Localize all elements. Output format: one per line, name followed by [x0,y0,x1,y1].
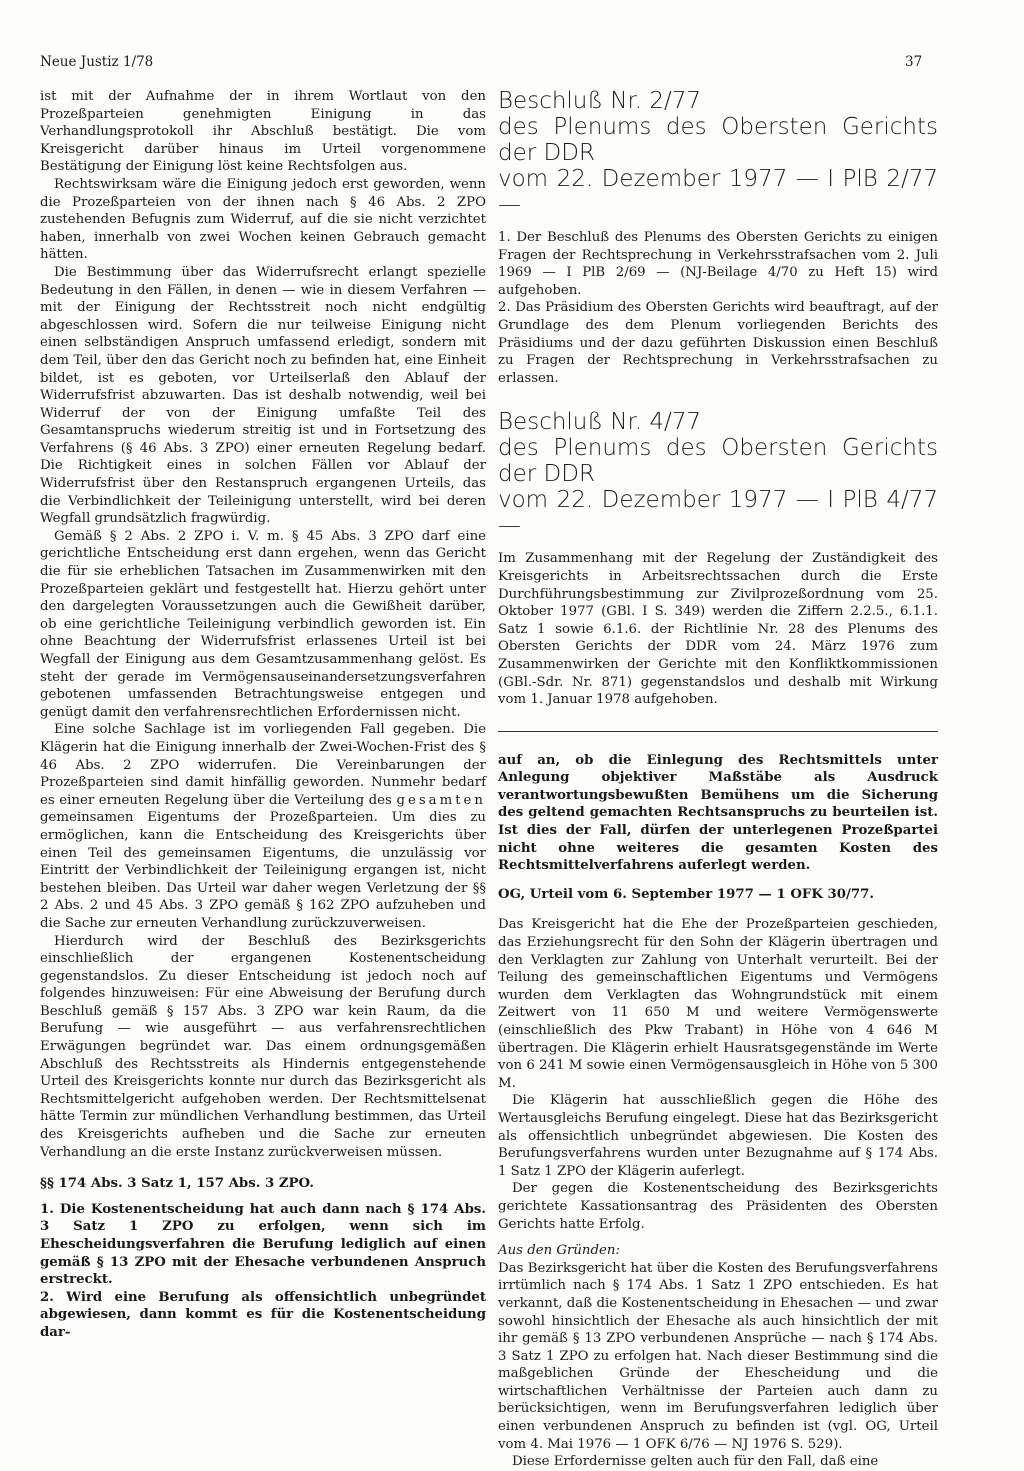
paragraph: Hierdurch wird der Beschluß des Bezirksgerichts einschließlich der ergangenen Kostenentscheidung gegenstandslos. Zu dieser Entscheidung ist jedoch noch auf folgendes hinzuweisen: Für eine Abweisung der Berufung durch Beschluß gemäß § 157 Abs. 3 ZPO war kein Raum, da die Berufung — wie ausgeführt — aus verfahrensrechtlichen Erwägungen begründet war. Das einem ordnungsgemäßen Abschluß des Rechtsstreits als Hindernis entgegenstehende Urteil des Kreisgerichts konnte nur durch das Bezirksgericht als Rechtsmittelgericht aufgehoben werden. Der Rechtsmittelsenat hätte Termin zur mündlichen Verhandlung bestimmen, das Urteil des Kreisgerichts aufheben und die Sache zur erneuten Verhandlung an die erste Instanz zurückverweisen müssen. [40,933,486,1160]
paragraph: Diese Erfordernisse gelten auch für den Fall, daß eine [512,1454,879,1470]
section-divider [498,731,938,732]
decision-title-line: vom 22. Dezember 1977 — I PlB 4/77 — [498,487,938,540]
decision-title-line: Beschluß Nr. 2/77 [498,88,702,114]
decision-title-line: vom 22. Dezember 1977 — I PlB 2/77 — [498,166,938,218]
paragraph: Das Bezirksgericht hat über die Kosten des Berufungsverfahrens irrtümlich nach § 174 Abs. 1 Satz 1 ZPO entschieden. Es hat verkannt, daß die Kostenentscheidung in Ehesachen — und zwar sowohl hinsichtlich der Ehesache als auch hinsichtlich der mit ihr gemäß § 13 ZPO verbundenen Ansprüche — nach § 174 Abs. 3 Satz 1 ZPO zu erfolgen hat. Nach dieser Bestimmung sind die maßgeblichen Gründe der Ehescheidung und die wirtschaftlichen Verhältnisse der Parteien auch dann zu berücksichtigen, wenn im Berufungsverfahren lediglich über einen verbundenen Anspruch zu befinden ist (vgl. OG, Urteil vom 4. Mai 1976 — 1 OFK 6/76 — NJ 1976 S. 529). [498,1260,938,1452]
decision-item: 1. Der Beschluß des Plenums des Obersten Gerichts zu einigen Fragen der Rechtsprechung in Verkehrsstrafsachen vom 2. Juli 1969 — I PlB 2/69 — (NJ-Beilage 4/70 zu Heft 15) wird aufgehoben. [498,230,938,298]
running-header-journal: Neue Justiz 1/78 [40,54,154,70]
paragraph [40,721,486,932]
paragraph: Der gegen die Kostenentscheidung des Bezirksgerichts gerichtete Kassationsantrag des Präsidenten des Obersten Gerichts hatte Erfolg. [498,1181,938,1232]
headnote: 2. Wird eine Berufung als offensichtlich unbegründet abgewiesen, dann kommt es für die Kostenentscheidung dar- [40,1289,486,1340]
decision-title-line: des Plenums des Obersten Gerichts der DDR [498,435,938,488]
statute-heading: §§ 174 Abs. 3 Satz 1, 157 Abs. 3 ZPO. [40,1176,314,1192]
emphasized-word: gesamten [396,792,486,808]
decision-item: 2. Das Präsidium des Obersten Gerichts wird beauftragt, auf der Grundlage des dem Plenum vorliegenden Berichts des Präsidiums und der dazu geführten Diskussion einen Beschluß zu Fragen der Rechtsprechung in Verkehrsstrafsachen zu erlassen. [498,300,938,386]
paragraph: Gemäß § 2 Abs. 2 ZPO i. V. m. § 45 Abs. 3 ZPO darf eine gerichtliche Entscheidung erst dann ergehen, wenn das Gericht die für sie erheblichen Tatsachen im Zusammenwirken mit den Prozeßparteien geklärt und festgestellt hat. Hierzu gehört unter den dargelegten Voraussetzungen auch die Gewißheit darüber, ob eine gerichtliche Teileinigung verbindlich geworden ist. Ein ohne Beachtung der Widerrufsfrist erlassenes Urteil ist bei Wegfall der Einigung aus dem Gesamtzusammenhang gelöst. Es steht der gerade im Vermögensauseinandersetzungsverfahren gebotenen umfassenden Betrachtungsweise entgegen und genügt damit den verfahrensrechtlichen Erfordernissen nicht. [40,528,486,720]
decision-title-line: Beschluß Nr. 4/77 [498,409,702,436]
paragraph-text: gemeinsamen Eigentums der Prozeßparteien. Um dies zu ermöglichen, kann die Entscheidung des Kreisgerichts über einen Teil des gemeinsamen Eigentums, die unzulässig vor Eintritt der Verbindlichkeit der Teileinigung ergangen ist, nicht bestehen bleiben. Das Urteil war daher wegen Verletzung der §§ 2 Abs. 2 und 45 Abs. 3 ZPO gemäß § 162 ZPO aufzuheben und die Sache zur erneuten Verhandlung zurückzuverweisen. [40,810,486,931]
decision-title [498,409,938,539]
decision-body: Im Zusammenhang mit der Regelung der Zuständigkeit des Kreisgerichts in Arbeitsrechtssachen durch die Erste Durchführungsbestimmung zur Zivilprozeßordnung vom 25. Oktober 1977 (GBl. I S. 349) werden die Ziffern 2.2.5., 6.1.1. Satz 1 sowie 6.1.6. der Richtlinie Nr. 28 des Plenums des Obersten Gerichts der DDR vom 24. März 1976 zum Zusammenwirken der Gerichte mit den Konfliktkommissionen (GBl.-Sdr. Nr. 871) gegenstandslos und deshalb mit Wirkung vom 1. Januar 1978 aufgehoben. [498,551,938,708]
paragraph: Die Klägerin hat ausschließlich gegen die Höhe des Wertausgleichs Berufung eingelegt. Diese hat das Bezirksgericht als offensichtlich unbegründet abgewiesen. Die Kosten des Berufungsverfahrens wurden unter Bezugnahme auf § 174 Abs. 1 Satz 1 ZPO der Klägerin auferlegt. [498,1093,938,1179]
paragraph: Die Bestimmung über das Widerrufsrecht erlangt spezielle Bedeutung in den Fällen, in denen — wie in diesem Verfahren — mit der Einigung der Rechtsstreit noch nicht endgültig abgeschlossen wird. Sofern die nur teilweise Einigung nicht einen selbständigen Anspruch umfassend erledigt, sondern mit dem Teil, über den das Gericht noch zu befinden hat, eine Einheit bildet, ist es geboten, vor Urteilserlaß den Ablauf der Widerrufsfrist abzuwarten. Das ist deshalb notwendig, weil bei Widerruf der von der Einigung umfaßte Teil des Gesamtanspruchs wiederum streitig ist und in Fortsetzung des Verfahrens (§ 46 Abs. 3 ZPO) einer erneuten Regelung bedarf. Die Richtigkeit eines in solchen Fällen vor Ablauf der Widerrufsfrist über den Restanspruch ergangenen Urteils, das die Verbindlichkeit der Teileinigung unterstellt, wird bei deren Wegfall grundsätzlich fragwürdig. [40,264,486,527]
headnote: 1. Die Kostenentscheidung hat auch dann nach § 174 Abs. 3 Satz 1 ZPO zu erfolgen, wenn sich im Ehescheidungsverfahren die Berufung lediglich auf einen gemäß § 13 ZPO mit der Ehesache verbundenen Anspruch erstreckt. [40,1201,486,1288]
right-column [498,88,938,1471]
headnote-continuation: auf an, ob die Einlegung des Rechtsmittels unter Anlegung objektiver Maßstäbe als Ausdruck verantwortungsbewußten Bemühens um die Sicherung des geltend gemachten Rechtsanspruchs zu beurteilen ist. Ist dies der Fall, dürfen der unterlegenen Prozeßpartei nicht ohne weiteres die gesamten Kosten des Rechtsmittelverfahrens auferlegt werden. [498,752,938,874]
paragraph: Das Kreisgericht hat die Ehe der Prozeßparteien geschieden, das Erziehungsrecht für den Sohn der Klägerin übertragen und den Verklagten zur Zahlung von Unterhalt verurteilt. Bei der Teilung des gemeinschaftlichen Eigentums und Vermögens wurden dem Verklagten das Wohngrundstück mit einem Zeitwert von 11 650 M und weitere Vermögenswerte (einschließlich des Pkw Trabant) in Höhe von 4 646 M übertragen. Die Klägerin erhielt Hausratsgegenstände im Werte von 6 241 M sowie einen Vermögensausgleich in Höhe von 5 300 M. [498,917,938,1091]
reasons-heading: Aus den Gründen: [498,1243,620,1259]
court-citation: OG, Urteil vom 6. September 1977 — 1 OFK 30/77. [498,886,875,902]
paragraph-text: Eine solche Sachlage ist im vorliegenden Fall gegeben. Die Klägerin hat die Einigung innerhalb der Zwei-Wochen-Frist des § 46 Abs. 2 ZPO widerrufen. Die Vereinbarungen der Prozeßparteien sind damit hinfällig geworden. Nunmehr bedarf es einer erneuten Regelung über die Verteilung des [40,722,486,808]
page-number: 37 [905,54,923,70]
decision-title [498,88,938,218]
paragraph: ist mit der Aufnahme der in ihrem Wortlaut von den Prozeßparteien genehmigten Einigung in das Verhandlungsprotokoll ihr Abschluß bestätigt. Die vom Kreisgericht darüber hinaus im Urteil vorgenommene Bestätigung der Einigung löst keine Rechtsfolgen aus. [40,89,486,175]
decision-title-line: des Plenums des Obersten Gerichts der DDR [498,114,938,166]
left-column [40,88,486,1342]
paragraph: Rechtswirksam wäre die Einigung jedoch erst geworden, wenn die Prozeßparteien von der ihnen nach § 46 Abs. 2 ZPO zustehenden Befugnis zum Widerruf, auf die sie nicht verzichtet haben, innerhalb von zwei Wochen keinen Gebrauch gemacht hätten. [40,176,486,263]
